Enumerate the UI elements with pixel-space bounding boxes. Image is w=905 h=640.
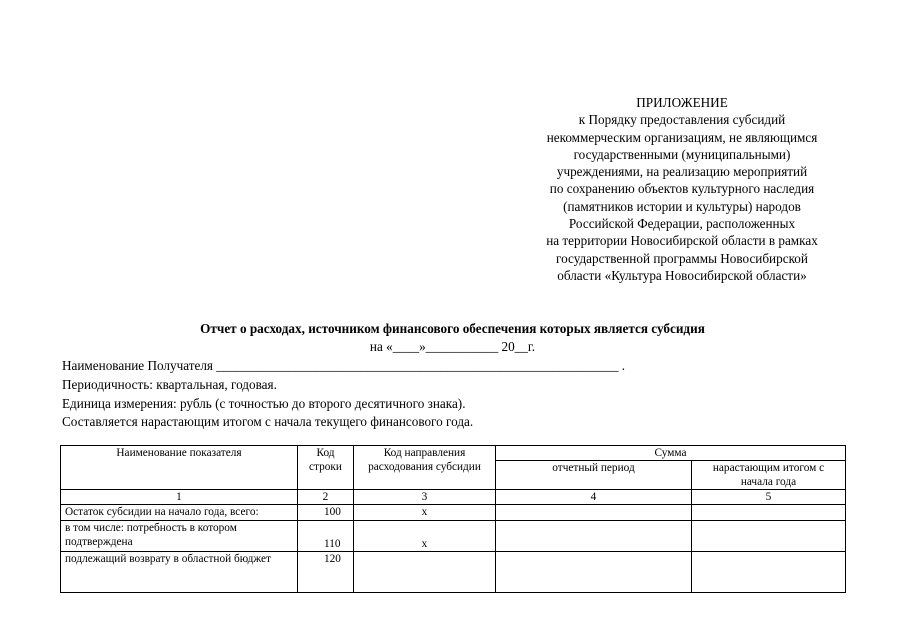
appendix-line: Российской Федерации, расположенных: [568, 216, 796, 232]
column-number: 3: [354, 490, 496, 505]
row-code: 110: [298, 521, 354, 552]
expense-report-table: [60, 445, 846, 593]
appendix-line: некоммерческим организациям, не являющимся: [546, 129, 818, 145]
column-number: 5: [692, 490, 846, 505]
report-title: Отчет о расходах, источником финансового обеспечения которых является субсидия: [200, 321, 705, 336]
row-period-value: [496, 505, 692, 521]
table-row: [61, 552, 846, 593]
row-direction: х: [354, 505, 496, 521]
row-period-value: [496, 521, 692, 552]
appendix-line: области «Культура Новосибирской области»: [557, 267, 807, 283]
column-number: 4: [496, 490, 692, 505]
recipient-line: Наименование Получателя _____________________________________________________________ .: [62, 358, 626, 373]
header-cumulative: нарастающим итогом с начала года: [692, 461, 846, 490]
header-sum: Сумма: [496, 446, 846, 461]
column-number: 1: [61, 490, 298, 505]
header-line-code: Код строки: [298, 446, 354, 490]
cumulative-note: Составляется нарастающим итогом с начала текущего финансового года.: [62, 414, 474, 429]
appendix-line: по сохранению объектов культурного наследия: [549, 181, 815, 197]
row-indicator: в том числе: потребность в котором подтверждена: [61, 521, 298, 552]
appendix-line: государственной программы Новосибирской: [556, 250, 808, 266]
row-cumulative-value: [692, 505, 846, 521]
row-indicator: Остаток субсидии на начало года, всего:: [61, 505, 298, 521]
appendix-heading: ПРИЛОЖЕНИЕ: [636, 95, 728, 110]
row-code: 120: [298, 552, 354, 593]
header-reporting-period: отчетный период: [496, 461, 692, 490]
appendix-block: [496, 94, 868, 284]
row-cumulative-value: [692, 552, 846, 593]
unit-line: Единица измерения: рубль (с точностью до второго десятичного знака).: [62, 396, 466, 411]
appendix-line: (памятников истории и культуры) народов: [563, 198, 801, 214]
column-number-row: [61, 490, 846, 505]
row-indicator: подлежащий возврату в областной бюджет: [61, 552, 298, 593]
row-direction: х: [354, 521, 496, 552]
row-code: 100: [298, 505, 354, 521]
table-row: [61, 505, 846, 521]
report-date-line: на «____»___________ 20__г.: [369, 339, 536, 354]
header-direction-code: Код направления расходования субсидии: [354, 446, 496, 490]
appendix-line: государственными (муниципальными): [573, 146, 791, 162]
row-direction: [354, 552, 496, 593]
column-number: 2: [298, 490, 354, 505]
appendix-line: на территории Новосибирской области в рамках: [546, 233, 818, 249]
row-period-value: [496, 552, 692, 593]
table-row: [61, 521, 846, 552]
appendix-line: учреждениями, на реализацию мероприятий: [556, 164, 808, 180]
header-indicator: Наименование показателя: [61, 446, 298, 490]
appendix-line: к Порядку предоставления субсидий: [578, 112, 786, 128]
row-cumulative-value: [692, 521, 846, 552]
periodicity-line: Периодичность: квартальная, годовая.: [62, 377, 277, 392]
